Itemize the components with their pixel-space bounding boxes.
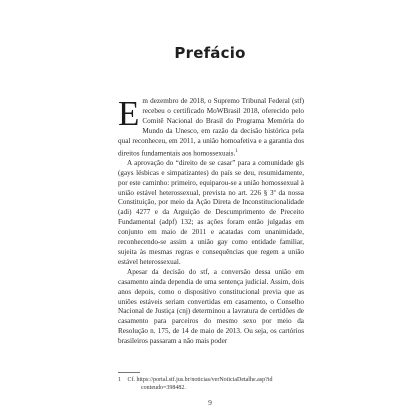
- footnote-divider: [118, 372, 140, 373]
- body-text: [118, 94, 304, 347]
- paragraph-1-text: m dezembro de 2018, o Supremo Tribunal Federal (stf) recebeu o certificado MoWBrasil 2018, oferecido pelo Comitê Nacional do Brasil do Programa Memória do Mundo da Unesco, em razão da decisão histórica pela qual reconheceu, em 2011, a união homoafetiva e a garantia dos direitos fundamentais aos homossexuais.: [118, 97, 304, 157]
- footnote-marker[interactable]: 1: [235, 148, 238, 154]
- page-title: Prefácio: [174, 44, 246, 62]
- drop-cap: E: [118, 94, 140, 133]
- footnote-link[interactable]: https://portal.stf.jus.br/noticias/verNoticiaDetalhe.asp?id: [136, 377, 273, 383]
- footnote-label: Cf.: [127, 377, 135, 383]
- footnote: [118, 377, 308, 392]
- page-number: 9: [208, 398, 212, 407]
- paragraph-1: [118, 94, 304, 159]
- footnote-link-continuation[interactable]: conteudo=398482.: [141, 384, 186, 391]
- paragraph-3: Apesar da decisão do stf, a conversão dessa união em casamento ainda dependia de uma sentença judicial. Assim, dois anos depois, como o dispositivo constitucional previa que as uniões estáveis seriam convertidas em casamento, o Conselho Nacional de Justiça (cnj) determinou a lavratura de certidões de casamento para parceiros do mesmo sexo por meio da Resolução n. 175, de 14 de maio de 2013. Ou seja, os cartórios brasileiros passaram a não mais poder: [118, 267, 304, 346]
- footnote-number: 1: [118, 377, 121, 383]
- paragraph-2: A aprovação do “direito de se casar” para a comunidade gls (gays lésbicas e simpatizantes) do país se deu, resumidamente, por este caminho: primeiro, equiparou-se a união homossexual à união estável heterossexual, prevista no art. 226 § 3º da nossa Constituição, por meio da Ação Direta de Inconstitucionalidade (adi) 4277 e da Arguição de Descumprimento de Preceito Fundamental (adpf) 132; as ações foram então julgadas em conjunto em maio de 2011 e acatadas com unanimidade, reconhecendo-se assim a união gay como entidade familiar, sujeita às mesmas regras e consequências que regem a união estável heterossexual.: [118, 158, 304, 266]
